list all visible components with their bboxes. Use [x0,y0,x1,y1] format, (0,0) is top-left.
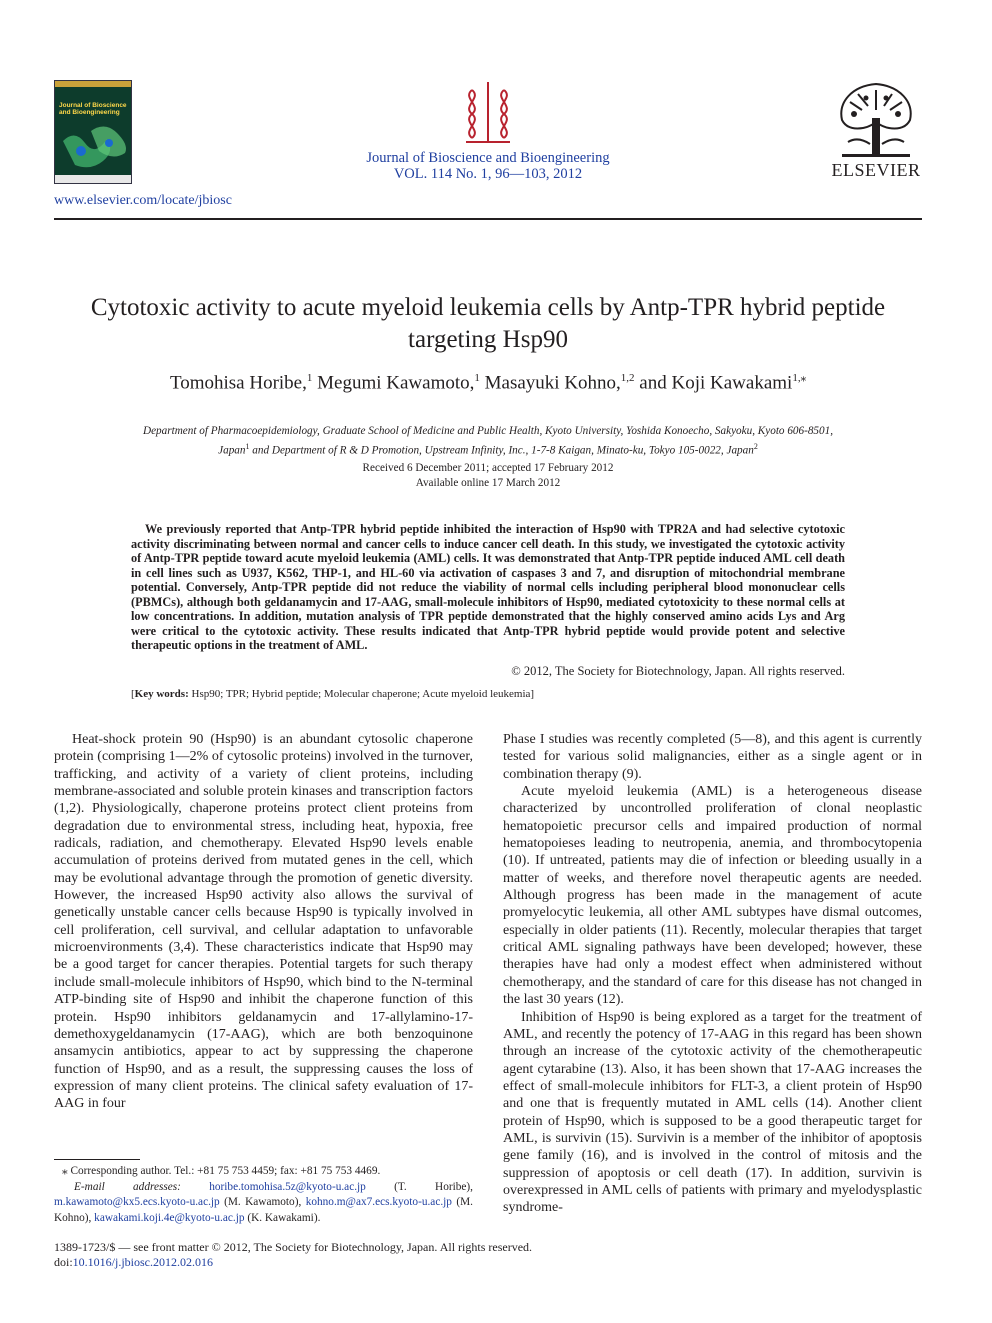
volume-info: VOL. 114 No. 1, 96—103, 2012 [393,166,583,182]
received-date: Received 6 December 2011; accepted 17 February 2012 [362,462,614,474]
email-owner: (M. Kohno), [54,1196,473,1224]
journal-url-link[interactable] [54,193,232,209]
email-link[interactable]: kawakami.koji.4e@kyoto-u.ac.jp [94,1211,245,1224]
body-paragraph: Phase I studies was recently completed (5—8), and this agent is currently tested for various solid malignancies, either as a single agent or in combination therapy (9). [503,732,922,782]
author-affil-sup: 1 [474,372,480,384]
abstract-text: We previously reported that Antp-TPR hybrid peptide inhibited the interaction of Hsp90 with TPR2A and had selective cytotoxic activity discriminating between normal and cancer cells to induce cancer cell death. In this study, we investigated the cytotoxic activity of Antp-TPR peptide toward acute myeloid leukemia (AML) cells. It was demonstrated that Antp-TPR peptide induced AML cell death in cell lines such as U937, K562, THP-1, and HL-60 via activation of caspases 3 and 7, and disruption of mitochondrial membrane potential. Conversely, Antp-TPR peptide did not reduce the viability of normal cells including peripheral blood mononuclear cells (PBMCs), although both geldanamycin and 17-AAG, small-molecule inhibitors of Hsp90, mediated cytotoxicity to these normal cells at low concentrations. In addition, mutation analysis of TPR peptide demonstrated that the highly conserved amino acids Lys and Arg were critical to the cytotoxic activity. These results indicated that Antp-TPR hybrid peptide would provide potent and selective therapeutic options in the treatment of AML. [131,522,845,652]
email-owner: (K. Kawakami). [244,1211,321,1224]
journal-cover-image [54,80,132,184]
body-column-right [503,731,922,1217]
article-history [54,461,922,491]
abstract [131,522,845,653]
affiliation-1-sup: 1 [245,442,250,451]
issn-line: 1389-1723/$ — see front matter © 2012, The Society for Biotechnology, Japan. All rights reserved. [54,1240,533,1254]
author-affil-sup[interactable]: 1,⁎ [792,372,807,384]
cover-cells-graphic [55,81,131,183]
header-rule [54,218,922,220]
email-link[interactable]: kohno.m@ax7.ecs.kyoto-u.ac.jp [305,1196,452,1208]
doi-line [54,1255,754,1270]
body-paragraph: Heat-shock protein 90 (Hsp90) is an abundant cytosolic chaperone protein (comprising 1—2% of cytosolic proteins) involved in the turnover, trafficking, and activity of a variety of client proteins, including membrane-associated and soluble protein kinases and transcription factors (1,2). Physiologically, chaperone proteins protect client proteins from degradation due to environmental stress, including heat, hypoxia, free radicals, radiation, and chemotherapy. Elevated Hsp90 levels enable accumulation of proteins derived from mutated genes in the cell, which may be evolutional advantage through the promotion of genetic diversity. However, the increased Hsp90 activity also allows the survival of genetically unstable cancer cells because Hsp90 is typically involved in cell proliferation, cell survival, and cellular adaptation to unfavorable microenvironments (3,4). These characteristics indicate that Hsp90 may be a good target for cancer therapies. Potential targets for such therapy include small-molecule inhibitors of Hsp90, which bind to the N-terminal ATP-binding site of Hsp90 and inhibit the chaperone function of this protein. Hsp90 inhibitors geldanamycin and 17-allylamino-17-demethoxygeldanamycin (17-AAG), which are both benzoquinone ansamycin antibiotics, appear to act by suppressing the chaperone function of Hsp90, and as a result, the suppressing causes the loss of expression of many client proteins. The clinical safety evaluation of 17-AAG in four [54,732,473,1112]
author-list [54,371,922,394]
email-addresses [54,1180,473,1227]
body-paragraph: Inhibition of Hsp90 is being explored as a target for the treatment of AML, and recently the potency of 17-AAG in this regard has been shown through an increase of the cytotoxic activity of the chemotherapeutic agent cytarabine (13). Also, it has been shown that 17-AAG increases the effect of small-molecule inhibitors for FLT-3, a client protein of Hsp90 and one that is frequently mutated in AML cells (14). Another client protein of Hsp90, which is supposed to be a good therapeutic target for AML, is survivin (15). Survivin is a member of the inhibitor of apoptosis gene family (16), and is involved in the control of mitosis and the suppression of apoptosis or cell death (17). In addition, survivin is overexpressed in AML cells of patients with primary and myelodysplastic syndrome- [503,1009,922,1216]
abstract-copyright: © 2012, The Society for Biotechnology, Japan. All rights reserved. [511,664,845,678]
available-online-date: Available online 17 March 2012 [415,477,561,489]
journal-masthead [300,150,676,182]
corresponding-author-note: ⁎ Corresponding author. Tel.: +81 75 753 4459; fax: +81 75 753 4469. [62,1165,381,1177]
email-owner: (M. Kawamoto), [219,1196,306,1208]
body-paragraph: Acute myeloid leukemia (AML) is a heterogeneous disease characterized by uncontrolled proliferation of clonal neoplastic hematopoietic precursor cells and impaired production of normal hematopoieses leading to neutropenia, anemia, and thrombocytopenia (10). If untreated, patients may die of infection or bleeding usually in a matter of weeks, and therefore novel therapeutic agents are needed. Although progress has been made in the management of acute promyelocytic leukemia, all other AML subtypes have dismal outcomes, especially in older patients (11). Recently, molecular therapies that target critical AML signaling pathways have been developed; however, these therapies have had only a modest effect when administered without chemotherapy, and the standard of care for this disease has not changed in the last 30 years (12). [503,784,922,1008]
body-column-left [54,731,473,1113]
affiliation-2-sup: 2 [753,442,758,451]
cover-title: Journal of Bioscience and Bioengineering [59,102,127,116]
keywords-label: Key words: [134,688,189,700]
publisher-wordmark: ELSEVIER [831,160,921,180]
doi-link[interactable]: 10.1016/j.jbiosc.2012.02.016 [72,1255,214,1269]
affiliations [140,424,836,459]
doi-label: doi: [54,1255,73,1269]
author-name: Tomohisa Horibe, [169,372,307,394]
email-owner: (T. Horibe), [365,1180,473,1193]
author-name: Masayuki Kohno, [484,372,621,394]
elsevier-tree-logo-icon [832,80,920,160]
affiliation-1: Department of Pharmacoepidemiology, Graduate School of Medicine and Public Health, Kyoto University, Yoshida Konoecho, Sakyoku, Kyoto 606-8501, Japan [143,425,833,457]
author-name: and Koji Kawakami [639,372,793,394]
keywords: [Key words: Hsp90; TPR; Hybrid peptide; Molecular chaperone; Acute myeloid leukemia] [131,688,535,700]
author-name: Megumi Kawamoto, [317,372,475,394]
footnote-rule [54,1159,140,1160]
keywords-list: Hsp90; TPR; Hybrid peptide; Molecular chaperone; Acute myeloid leukemia [191,688,531,700]
email-link[interactable]: horibe.tomohisa.5z@kyoto-u.ac.jp [209,1180,366,1193]
journal-name[interactable]: Journal of Bioscience and Bioengineering [366,150,610,166]
page-footer [54,1240,754,1270]
article-title: Cytotoxic activity to acute myeloid leukemia cells by Antp-TPR hybrid peptide targeting Hsp90 [90,294,886,353]
author-affil-sup: 1 [306,372,313,384]
footnotes [54,1164,473,1226]
journal-url-text[interactable]: www.elsevier.com/locate/jbiosc [54,193,232,208]
author-affil-sup: 1,2 [620,372,635,384]
email-label: E-mail addresses: [74,1180,181,1193]
journal-logo-icon [452,80,524,148]
affiliation-2: and Department of R & D Promotion, Upstream Infinity, Inc., 1-7-8 Kaigan, Minato-ku, Tokyo 105-0022, Japan [249,444,754,457]
email-link[interactable]: m.kawamoto@kx5.ecs.kyoto-u.ac.jp [54,1196,220,1208]
